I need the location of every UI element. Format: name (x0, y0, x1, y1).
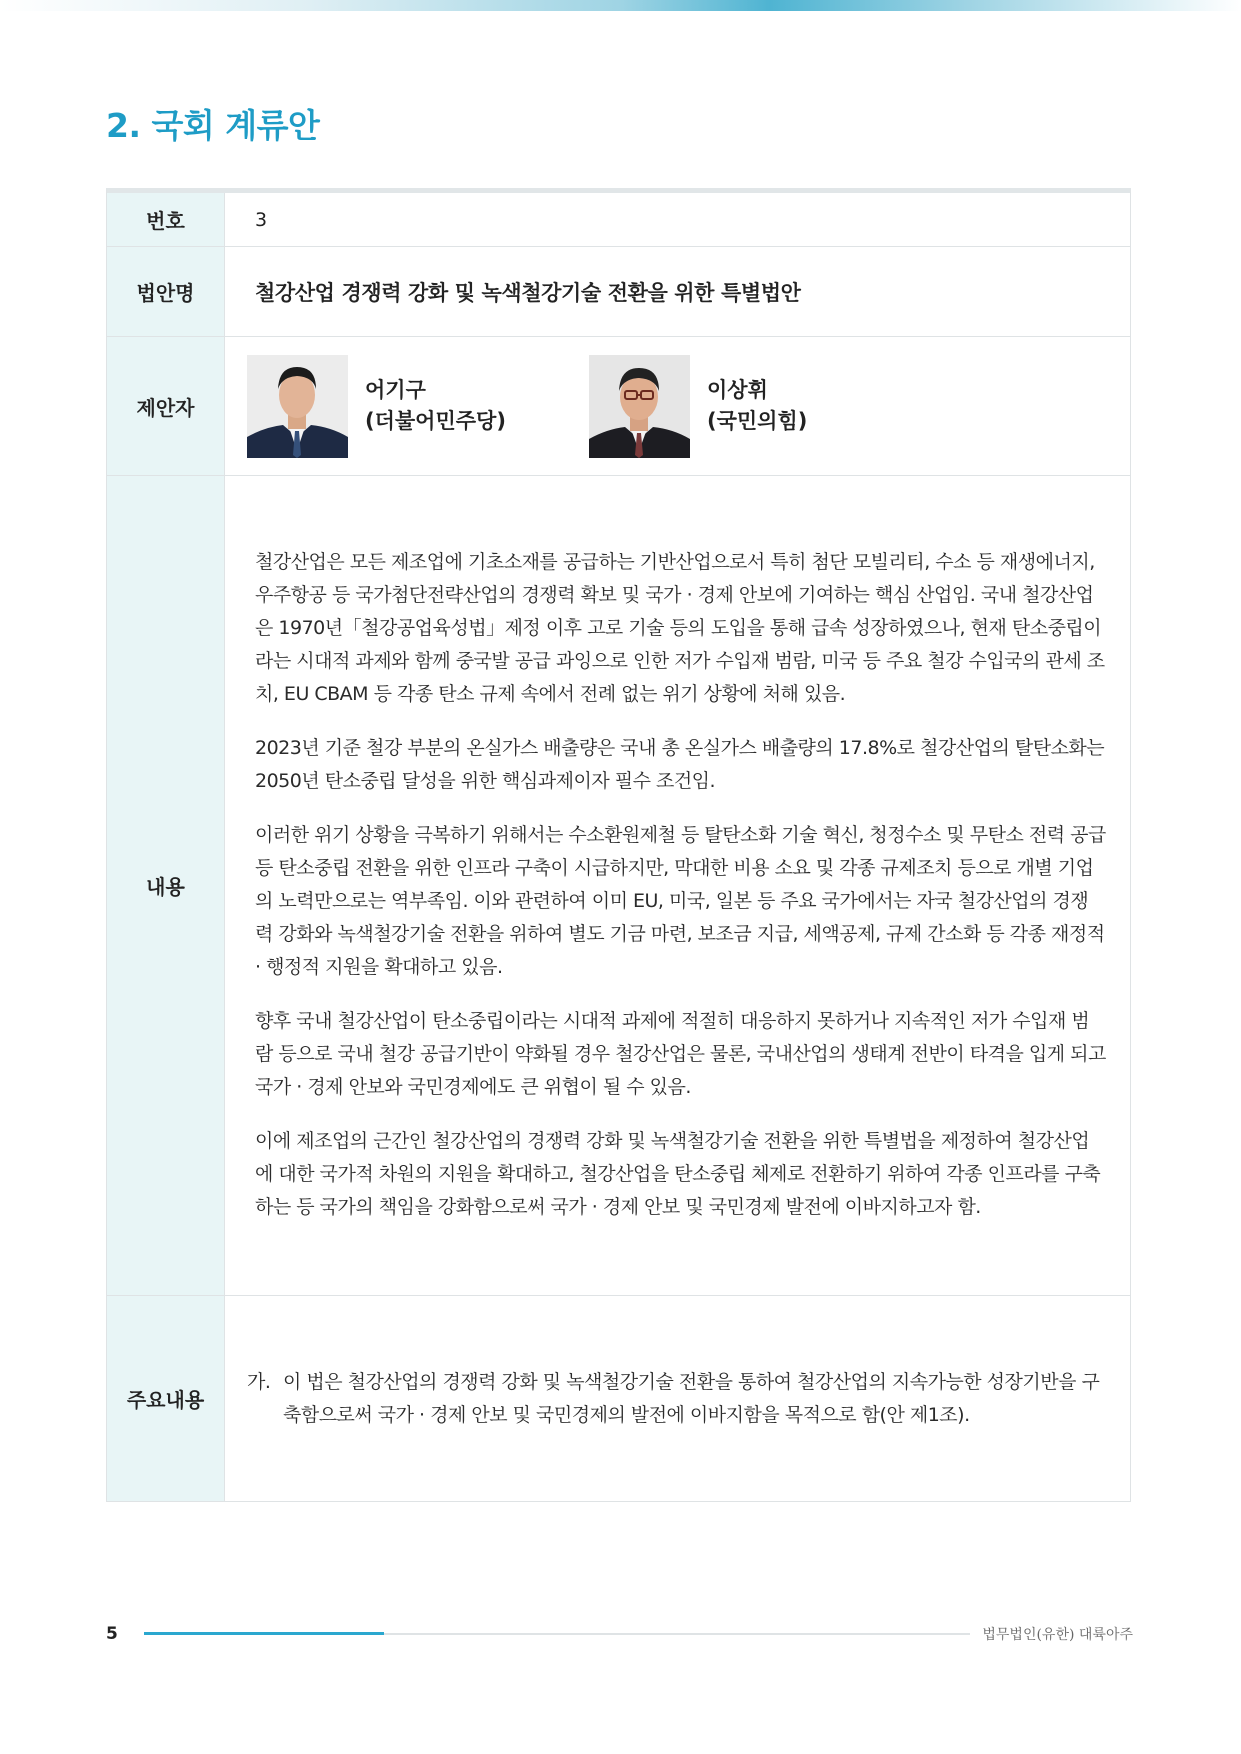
content-label: 내용 (107, 476, 225, 1295)
item-text: 이 법은 철강산업의 경쟁력 강화 및 녹색철강기술 전환을 통하여 철강산업의 지속가능한 성장기반을 구축함으로써 국가 · 경제 안보 및 국민경제의 발전에 이바지함을 목적으로 함(안 제1조). (283, 1370, 1100, 1426)
main-content-cell (225, 1296, 1130, 1501)
top-gradient-bar (0, 0, 1241, 11)
proposers-cell (225, 337, 1130, 475)
proposer-1-name: 어기구 (365, 378, 426, 402)
number-value: 3 (255, 208, 268, 231)
firm-name: 법무법인(유한) 대륙아주 (982, 1627, 1133, 1643)
proposer-1-info (365, 375, 506, 437)
content-paragraph: 철강산업은 모든 제조업에 기초소재를 공급하는 기반산업으로서 특히 첨단 모빌리티, 수소 등 재생에너지, 우주항공 등 국가첨단전략산업의 경쟁력 확보 및 국가 · 경제 안보에 기여하는 핵심 산업임. 국내 철강산업은 1970년「철강공업육성법」제정 이후 고로 기술 등의 도입을 통해 급속 성장하였으나, 현재 탄소중립이라는 시대적 과제와 함께 중국발 공급 과잉으로 인한 저가 수입재 범람, 미국 등 주요 철강 수입국의 관세 조치, EU CBAM 등 각종 탄소 규제 속에서 전례 없는 위기 상황에 처해 있음. (255, 551, 1105, 705)
bill-name-value: 철강산업 경쟁력 강화 및 녹색철강기술 전환을 위한 특별법안 (255, 280, 801, 305)
main-content-label: 주요내용 (107, 1296, 225, 1501)
row-proposers (107, 337, 1130, 476)
portrait-photo-icon (247, 355, 348, 458)
proposer-2-party: (국민의힘) (707, 409, 808, 433)
content-paragraph: 향후 국내 철강산업이 탄소중립이라는 시대적 과제에 적절히 대응하지 못하거나 지속적인 저가 수입재 범람 등으로 국내 철강 공급기반이 약화될 경우 철강산업은 물론, 국내산업의 생태계 전반이 타격을 입게 되고 국가 · 경제 안보와 국민경제에도 큰 위협이 될 수 있음. (255, 1010, 1106, 1098)
row-bill-name (107, 247, 1130, 337)
item-marker: 가. (247, 1370, 271, 1393)
proposer-2-info (707, 375, 807, 437)
proposers-label: 제안자 (107, 337, 225, 475)
content-paragraph: 이에 제조업의 근간인 철강산업의 경쟁력 강화 및 녹색철강기술 전환을 위한 특별법을 제정하여 철강산업에 대한 국가적 차원의 지원을 확대하고, 철강산업을 탄소중립 체제로 전환하기 위하여 각종 인프라를 구축하는 등 국가의 책임을 강화함으로써 국가 · 경제 안보 및 국민경제 발전에 이바지하고자 함. (255, 1130, 1101, 1218)
bill-name-label: 법안명 (107, 247, 225, 336)
main-content-item (247, 1366, 1106, 1432)
content-paragraph: 이러한 위기 상황을 극복하기 위해서는 수소환원제철 등 탈탄소화 기술 혁신, 청정수소 및 무탄소 전력 공급 등 탄소중립 전환을 위한 인프라 구축이 시급하지만, 막대한 비용 소요 및 각종 규제조치 등으로 개별 기업의 노력만으로는 역부족임. 이와 관련하여 이미 EU, 미국, 일본 등 주요 국가에서는 자국 철강산업의 경쟁력 강화와 녹색철강기술 전환을 위하여 별도 기금 마련, 보조금 지급, 세액공제, 규제 간소화 등 각종 재정적 · 행정적 지원을 확대하고 있음. (255, 824, 1106, 978)
content-cell (225, 476, 1130, 1295)
page-number: 5 (106, 1624, 118, 1644)
proposer-2-name: 이상휘 (707, 378, 768, 402)
row-content (107, 476, 1130, 1296)
row-main-content (107, 1296, 1130, 1501)
section-title: 2. 국회 계류안 (106, 106, 320, 145)
number-label: 번호 (107, 193, 225, 246)
proposer-2 (589, 355, 931, 458)
footer-divider-accent (144, 1632, 384, 1635)
bill-info-table (106, 188, 1131, 1502)
row-number (107, 193, 1130, 247)
proposer-1 (247, 355, 589, 458)
portrait-photo-icon (589, 355, 690, 458)
content-paragraph: 2023년 기준 철강 부분의 온실가스 배출량은 국내 총 온실가스 배출량의 17.8%로 철강산업의 탈탄소화는 2050년 탄소중립 달성을 위한 핵심과제이자 필수 조건임. (255, 737, 1105, 792)
proposer-1-party: (더불어민주당) (365, 409, 506, 433)
